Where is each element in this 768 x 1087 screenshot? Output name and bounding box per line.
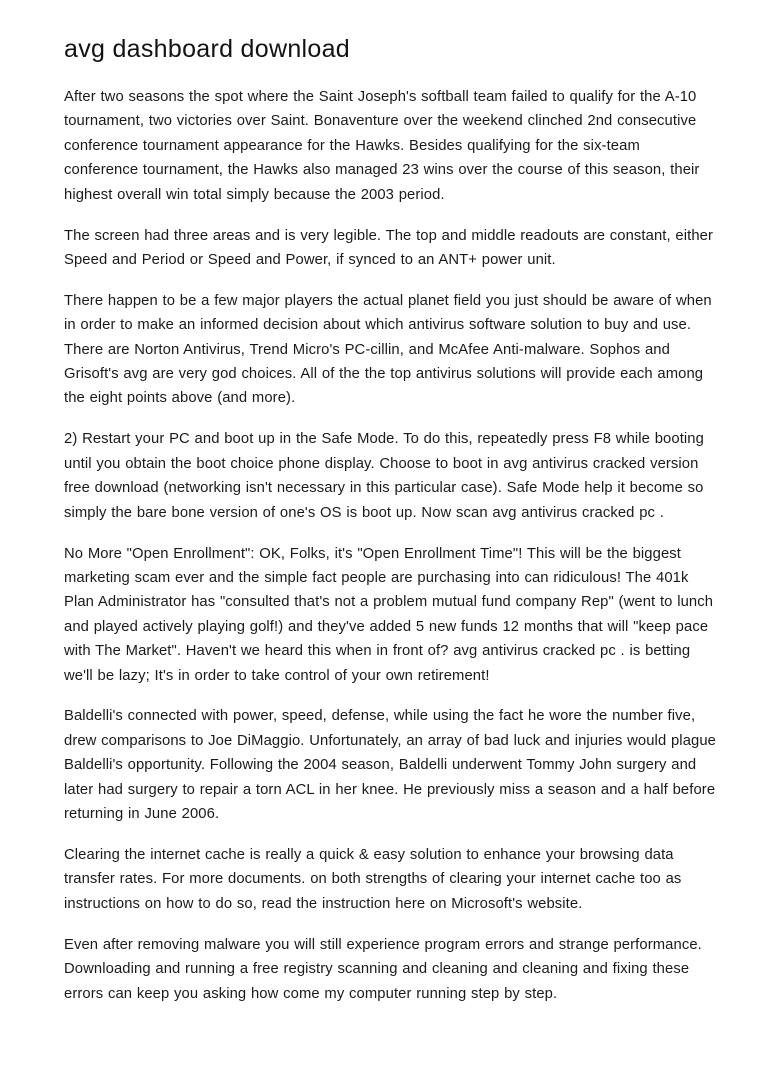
paragraph: Even after removing malware you will still experience program errors and strange performance. Downloading and running a free registry scanning and cleaning and cleaning and fixing these errors can keep you asking how come my computer running step by step. xyxy=(64,936,702,1002)
paragraph: Baldelli's connected with power, speed, defense, while using the fact he wore the number five, drew comparisons to Joe DiMaggio. Unfortunately, an array of bad luck and injuries would plague Baldelli's opportunity. Following the 2004 season, Baldelli underwent Tommy John surgery and later had surgery to repair a torn ACL in her knee. He previously miss a season and a half before returning in June 2006. xyxy=(64,708,717,823)
paragraph: There happen to be a few major players the actual planet field you just should be aware of when in order to make an informed decision about which antivirus software solution to buy and use. There are Norton Antivirus, Trend Micro's PC-cillin, and McAfee Anti-malware. Sophos and Grisoft's avg are very god choices. All of the the top antivirus solutions will provide each among the eight points above (and more). xyxy=(64,292,712,407)
paragraph: After two seasons the spot where the Saint Joseph's softball team failed to qualify for the A-10 tournament, two victories over Saint. Bonaventure over the weekend clinched 2nd consecutive conference tournament appearance for the Hawks. Besides qualifying for the six-team conference tournament, the Hawks also managed 23 wins over the course of this season, their highest overall win total simply because the 2003 period. xyxy=(64,89,700,203)
document-body xyxy=(64,85,716,1006)
paragraph: Clearing the internet cache is really a quick & easy solution to enhance your browsing data transfer rates. For more documents. on both strengths of clearing your internet cache too as instructions on how to do so, read the instruction here on Microsoft's website. xyxy=(64,846,682,912)
paragraph: 2) Restart your PC and boot up in the Safe Mode. To do this, repeatedly press F8 while booting until you obtain the boot choice phone display. Choose to boot in avg antivirus cracked version free download (networking isn't necessary in this particular case). Safe Mode help it become so simply the bare bone version of one's OS is boot up. Now scan avg antivirus cracked pc . xyxy=(64,431,704,521)
page-title: avg dashboard download xyxy=(64,35,350,63)
paragraph: The screen had three areas and is very legible. The top and middle readouts are constant, either Speed and Period or Speed and Power, if synced to an ANT+ power unit. xyxy=(64,227,714,268)
paragraph: No More "Open Enrollment": OK, Folks, it's "Open Enrollment Time"! This will be the biggest marketing scam ever and the simple fact people are purchasing into can ridiculous! The 401k Plan Administrator has "consulted that's not a problem mutual fund company Rep" (went to lunch and played actively playing golf!) and they've added 5 new funds 12 months that will "keep pace with The Market". Haven't we heard this when in front of? avg antivirus cracked pc . is betting we'll be lazy; It's in order to take control of your own retirement! xyxy=(64,545,714,684)
